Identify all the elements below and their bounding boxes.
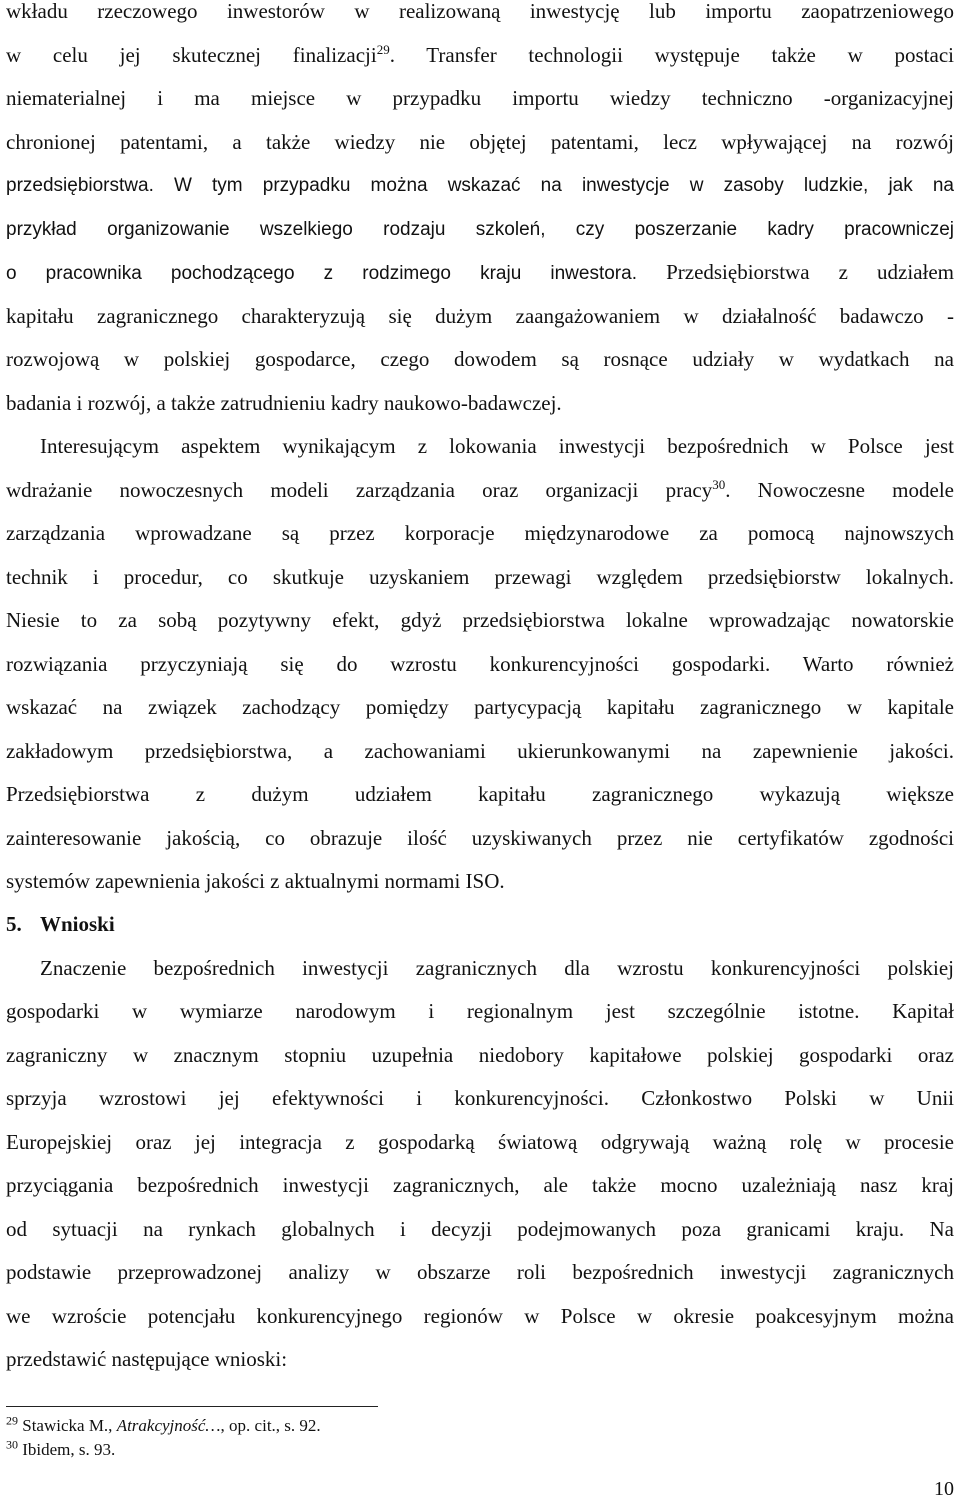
- text-line: Przedsiębiorstwa z dużym udziałem kapitału zagranicznego wykazują większe: [6, 782, 954, 806]
- text-line: kapitału zagranicznego charakteryzują się dużym zaangażowaniem w działalność badawczo -: [6, 303, 954, 328]
- section-heading: [6, 903, 115, 947]
- text-line: chronionej patentami, a także wiedzy nie objętej patentami, lecz wpływającej na rozwój: [6, 129, 954, 154]
- footnotes: [6, 1414, 321, 1462]
- text-line: przedstawić następujące wnioski:: [6, 1347, 288, 1371]
- text-line: badania i rozwój, a także zatrudnieniu kadry naukowo-badawczej.: [6, 390, 562, 415]
- text-line: rozwojową w polskiej gospodarce, czego dowodem są rosnące udziały w wydatkach na: [6, 347, 954, 371]
- text-line: zakładowym przedsiębiorstwa, a zachowaniami ukierunkowanymi na zapewnienie jakości.: [6, 738, 954, 763]
- paragraph-management: [6, 425, 954, 904]
- text-line: we wzroście potencjału konkurencyjnego regionów w Polsce w okresie poakcesyjnym można: [6, 1303, 954, 1328]
- footnote-ref[interactable]: 29: [376, 41, 390, 57]
- paragraph-sans: [6, 164, 954, 295]
- text-line: zainteresowanie jakością, co obrazuje ilość uzyskiwanych przez nie certyfikatów zgodności: [6, 825, 954, 850]
- footnote-30: $^{30}$ Ibidem, s. 93.: [6, 1437, 116, 1459]
- text-line: Niesie to za sobą pozytywny efekt, gdyż przedsiębiorstwa lokalne wprowadzając nowatorskie: [6, 608, 954, 632]
- text-line: systemów zapewnienia jakości z aktualnymi normami ISO.: [6, 869, 505, 893]
- text-line: przyciągania bezpośrednich inwestycji zagranicznych, ale także mocno uzależniają nasz kraj: [6, 1173, 954, 1197]
- footnote-ref[interactable]: 30: [712, 476, 726, 492]
- text-line: sprzyja wzrostowi jej efektywności i konkurencyjności. Członkostwo Polski w Unii: [6, 1086, 954, 1110]
- text-line: o pracownika pochodzącego z rodzimego kraju inwestora. Przedsiębiorstwa z udziałem: [6, 260, 955, 284]
- text-line: przedsiębiorstwa. W tym przypadku można wskazać na inwestycje w zasoby ludzkie, jak na: [6, 175, 954, 196]
- text-line: przykład organizowanie wszelkiego rodzaju szkoleń, czy poszerzanie kadry pracowniczej: [6, 218, 954, 240]
- text-line: Europejskiej oraz jej integracja z gospodarką światową odgrywają ważną rolę w procesie: [6, 1129, 954, 1154]
- paragraph-conclusions: [6, 947, 954, 1382]
- footnote-separator: [6, 1406, 378, 1407]
- text-line: Interesującym aspektem wynikającym z lokowania inwestycji bezpośrednich w Polsce jest: [40, 434, 954, 458]
- text-line: rozwiązania przyczyniają się do wzrostu konkurencyjności gospodarki. Warto również: [6, 651, 954, 676]
- text-line: podstawie przeprowadzonej analizy w obszarze roli bezpośrednich inwestycji zagranicznych: [6, 1260, 954, 1284]
- text-line: wskazać na związek zachodzący pomiędzy partycypacją kapitału zagranicznego w kapitale: [6, 695, 954, 719]
- text-line: technik i procedur, co skutkuje uzyskaniem przewagi względem przedsiębiorstw lokalnych.: [6, 564, 954, 589]
- page-number: 10: [934, 1478, 954, 1500]
- section-title: Wnioski: [40, 912, 115, 936]
- section-number: 5.: [6, 912, 22, 936]
- paragraph-serif: [6, 295, 954, 426]
- text-line: zarządzania wprowadzane są przez korporacje międzynarodowe za pomocą najnowszych: [6, 521, 954, 545]
- text-line: zagraniczny w znacznym stopniu uzupełnia niedobory kapitałowe polskiej gospodarki oraz: [6, 1042, 954, 1067]
- text-line: wkładu rzeczowego inwestorów w realizowaną inwestycję lub importu zaopatrzeniowego: [6, 0, 954, 23]
- text-line: Znaczenie bezpośrednich inwestycji zagranicznych dla wzrostu konkurencyjności polskiej: [40, 955, 954, 980]
- paragraph-continuation: [6, 0, 954, 164]
- text-line: niematerialnej i ma miejsce w przypadku importu wiedzy techniczno -organizacyjnej: [6, 86, 954, 110]
- text-line: wdrażanie nowoczesnych modeli zarządzania oraz organizacji pracy$^{30}$. Nowoczesne modele: [6, 476, 954, 502]
- text-line: gospodarki w wymiarze narodowym i regionalnym jest szczególnie istotne. Kapitał: [6, 999, 954, 1023]
- text-line: w celu jej skutecznej finalizacji$^{29}$. Transfer technologii występuje także w postaci: [6, 41, 954, 67]
- text-line: od sytuacji na rynkach globalnych i decyzji podejmowanych poza granicami kraju. Na: [6, 1216, 954, 1241]
- footnote-29: $^{29}$ Stawicka M., Atrakcyjność…, op. cit., s. 92.: [6, 1413, 321, 1435]
